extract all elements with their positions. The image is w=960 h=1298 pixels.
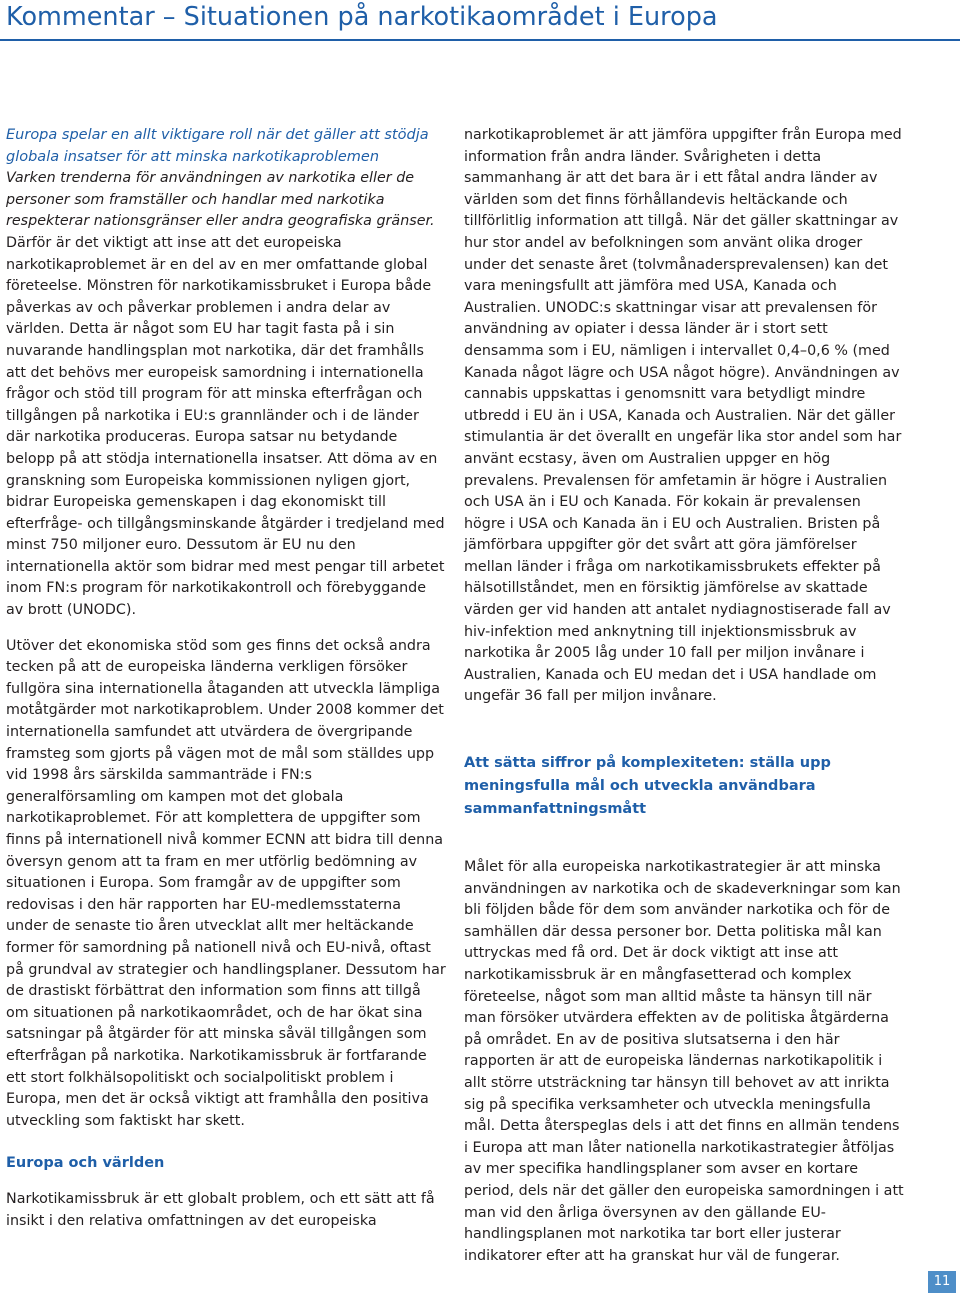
page-title: Kommentar – Situationen på narkotikaområdet i Europa — [6, 2, 718, 32]
left-paragraph-2: Utöver det ekonomiska stöd som ges finns det också andra tecken på att de europeiska länderna verkligen försöker fullgöra sina internationella åtaganden att utveckla lämpliga motåtgärder mot narkotikaproblem. Under 2008 kommer det internationella samfundet att utvärdera de övergripande framsteg som gjorts på vägen mot de mål som ställdes upp vid 1998 års särskilda sammanträde i FN:s generalförsamling om kampen mot det globala narkotikaproblemet. För att komplettera de uppgifter som finns på internationell nivå kommer ECNN att bidra till denna översyn genom att ta fram en mer utförlig bedömning av situationen i Europa. Som framgår av de uppgifter som redovisas i den här rapporten har EU-medlemsstaterna under de senaste tio åren utvecklat allt mer heltäckande former för samordning på nationell nivå och EU-nivå, oftast på grundval av strategier och handlingsplaner. Dessutom har de drastiskt förbättrat den information som finns att tillgå om situationen på narkotikaområdet, och de har ökat sina satsningar på åtgärder för att minska såväl tillgången som efterfrågan på narkotika. Narkotikamissbruk är fortfarande ett stort folkhälsopolitiskt och socialpolitiskt problem i Europa, men det är också viktigt att framhålla den positiva utveckling som faktiskt har skett. — [6, 637, 446, 1129]
section-heading-complexity: Att sätta siffror på komplexiteten: ställa upp meningsfulla mål och utveckla användbara sammanfattningsmått — [464, 755, 831, 818]
left-paragraph-3: Narkotikamissbruk är ett globalt problem, och ett sätt att få insikt i den relativa omfattningen av det europeiska — [6, 1191, 435, 1229]
right-paragraph-2: Målet för alla europeiska narkotikastrategier är att minska användningen av narkotika och de skadeverkningar som kan bli följden både för dem som använder narkotika och för de samhällen där dessa personer bor. Detta politiska mål kan uttryckas med få ord. Det är dock viktigt att inse att narkotikamissbruk är en mångfasetterad och komplex företeelse, något som man alltid måste ta hänsyn till när man försöker utvärdera effekten av de politiska åtgärderna på området. En av de positiva slutsatserna i den här rapporten är att de europeiska ländernas narkotikapolitik i allt större utsträckning tar hänsyn till behovet av att inrikta sig på specifika verksamheter och utveckla meningsfulla mål. Detta återspeglas dels i att det finns en allmän tendens i Europa att man låter nationella narkotikastrategier åtföljas av mer specifika handlingsplaner som avser en kortare period, dels när det gäller den europeiska samordningen i att man vid den årliga översynen av den gällande EU-handlingsplanen mot narkotika tar bort eller justerar indikatorer efter att ha granskat hur väl de fungerar. — [464, 859, 904, 1264]
left-paragraph-1 — [6, 168, 446, 621]
section-heading-europe-world: Europa och världen — [6, 1155, 165, 1172]
lead-heading: Europa spelar en allt viktigare roll när det gäller att stödja globala insatser för att minska narkotikaproblemen — [6, 127, 429, 165]
left-paragraph-1-body: Därför är det viktigt att inse att det europeiska narkotikaproblemet är en del av en mer omfattande global företeelse. Mönstren för narkotikamissbruket i Europa både påverkas av och påverkar problemen i andra delar av världen. Detta är något som EU har tagit fasta på i sin nuvarande handlingsplan mot narkotika, där det framhålls att det behövs mer europeisk samordning i internationella frågor och stöd till program för att minska efterfrågan och tillgången på narkotika i EU:s grannländer och i de länder där narkotika produceras. Europa satsar nu betydande belopp på att stödja internationella insatser. Att döma av en granskning som Europeiska kommissionen nyligen gjort, bidrar Europeiska gemenskapen i dag ekonomiskt till efterfråge- och tillgångsminskande åtgärder i tredjeland med minst 750 miljoner euro. Dessutom är EU nu den internationella aktör som bidrar med mest pengar till arbetet inom FN:s program för narkotikakontroll och förebyggande av brott (UNODC). — [6, 234, 445, 619]
right-column — [464, 125, 904, 1267]
lead-intro-text: Varken trenderna för användningen av narkotika eller de personer som framställer och handlar med narkotika respekterar nationsgränser eller andra geografiska gränser. — [6, 170, 435, 230]
right-paragraph-1: narkotikaproblemet är att jämföra uppgifter från Europa med information från andra länder. Svårigheten i detta sammanhang är att det bara är i ett fåtal andra länder av världen som det finns förhållandevis heltäckande och tillförlitlig information att tillgå. När det gäller skattningar av hur stor andel av befolkningen som använt olika droger under det senaste året (tolvmånadersprevalensen) kan det vara meningsfullt att jämföra med USA, Kanada och Australien. UNODC:s skattningar visar att prevalensen för användning av opiater i dessa länder är i stort sett densamma som i EU, nämligen i intervallet 0,4–0,6 % (med Kanada något lägre och USA något högre). Användningen av cannabis uppskattas i genomsnitt vara betydligt mindre utbredd i EU än i USA, Kanada och Australien. När det gäller stimulantia är det överallt en ungefär lika stor andel som har använt ecstasy, även om Australien uppger en hög prevalens. Prevalensen för amfetamin är högre i Australien och USA än i EU och Kanada. För kokain är prevalensen högre i USA och Kanada än i EU och Australien. Bristen på jämförbara uppgifter gör det svårt att göra jämförelser mellan länder i fråga om narkotikamissbrukets effekter på hälsotillståndet, men en försiktig jämförelse av skattade värden ger vid handen att antalet nydiagnostiserade fall av hiv-infektion med anknytning till injektionsmissbruk av narkotika år 2005 låg under 10 fall per miljon invånare i Australien, Kanada och EU medan det i USA handlade om ungefär 36 fall per miljon invånare. — [464, 127, 902, 705]
title-divider — [0, 39, 960, 41]
page-number-badge: 11 — [928, 1271, 956, 1293]
left-column — [6, 125, 446, 1233]
